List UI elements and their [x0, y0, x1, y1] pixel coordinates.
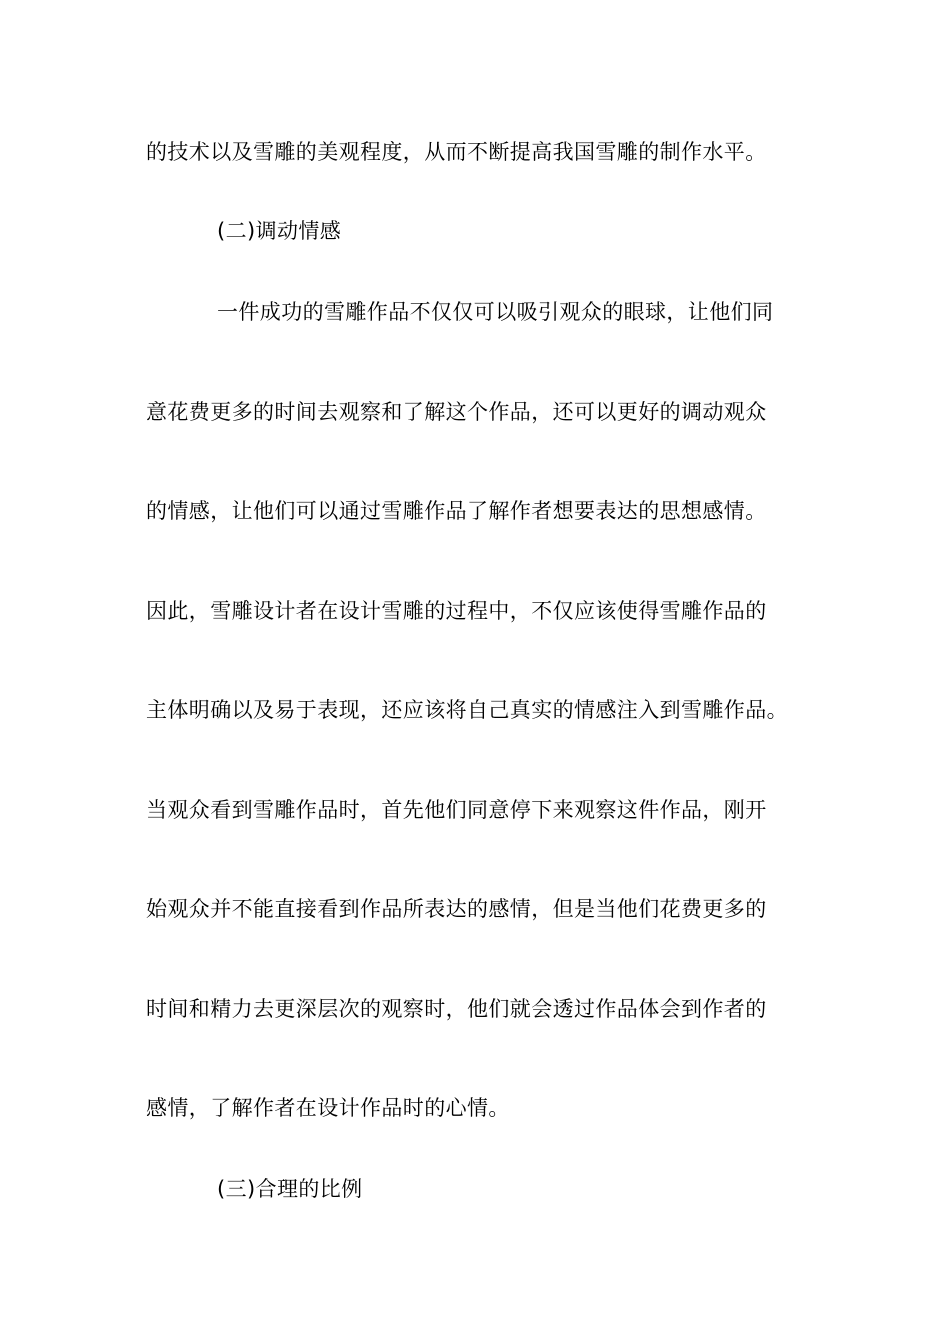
paragraph-line: 始观众并不能直接看到作品所表达的感情，但是当他们花费更多的 — [146, 897, 767, 921]
paragraph-line: 因此，雪雕设计者在设计雪雕的过程中，不仅应该使得雪雕作品的 — [146, 599, 767, 623]
section-heading-proportion: (三)合理的比例 — [217, 1177, 363, 1201]
section-heading-emotion: (二)调动情感 — [217, 219, 342, 243]
paragraph-line: 感情，了解作者在设计作品时的心情。 — [146, 1096, 510, 1120]
paragraph-line: 当观众看到雪雕作品时，首先他们同意停下来观察这件作品，刚开 — [146, 798, 767, 822]
paragraph-line: 一件成功的雪雕作品不仅仅可以吸引观众的眼球，让他们同 — [217, 300, 774, 324]
paragraph-line: 的情感，让他们可以通过雪雕作品了解作者想要表达的思想感情。 — [146, 499, 767, 523]
paragraph-line: 时间和精力去更深层次的观察时，他们就会透过作品体会到作者的 — [146, 997, 767, 1021]
paragraph-line: 的技术以及雪雕的美观程度，从而不断提高我国雪雕的制作水平。 — [146, 140, 767, 164]
paragraph-line: 主体明确以及易于表现，还应该将自己真实的情感注入到雪雕作品。 — [146, 698, 788, 722]
paragraph-line: 意花费更多的时间去观察和了解这个作品，还可以更好的调动观众 — [146, 400, 767, 424]
